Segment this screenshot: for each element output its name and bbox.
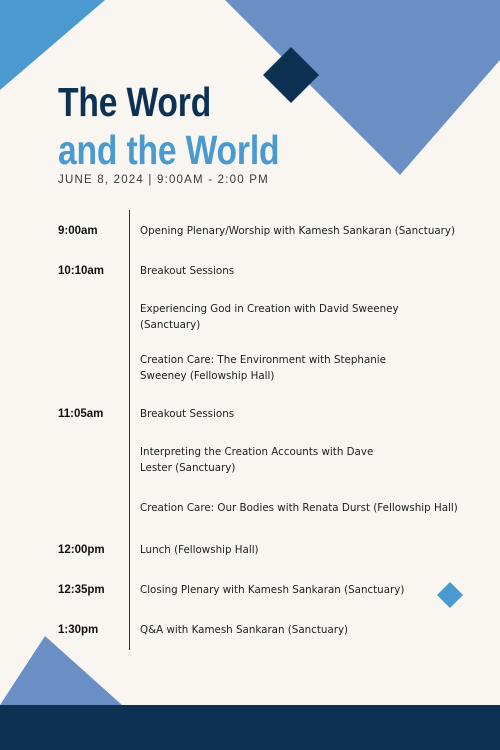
schedule-event: Experiencing God in Creation with David Sweeney (Sanctuary) <box>140 303 399 331</box>
schedule-event: Q&A with Kamesh Sankaran (Sanctuary) <box>140 624 349 636</box>
time-label: 9:00am <box>58 225 98 237</box>
schedule-event: Creation Care: Our Bodies with Renata Durst (Fellowship Hall) <box>140 502 458 514</box>
time-label: 12:35pm <box>58 584 105 596</box>
schedule-event: Closing Plenary with Kamesh Sankaran (Sanctuary) <box>140 584 405 596</box>
schedule-event: Opening Plenary/Worship with Kamesh Sankaran (Sanctuary) <box>140 225 456 237</box>
title-line-1: The Word <box>58 79 212 125</box>
event-date: JUNE 8, 2024 | 9:00AM - 2:00 PM <box>58 174 269 186</box>
timeline-divider <box>129 210 130 650</box>
time-label: 10:10am <box>58 265 105 277</box>
page-title <box>58 78 279 174</box>
schedule-event: Breakout Sessions <box>140 265 235 277</box>
footer-band <box>0 705 500 750</box>
bottom-left-triangle <box>0 632 125 707</box>
time-label: 12:00pm <box>58 544 105 556</box>
schedule-event: Breakout Sessions <box>140 408 235 420</box>
schedule-event: Interpreting the Creation Accounts with Dave Lester (Sanctuary) <box>140 446 374 474</box>
schedule-event: Creation Care: The Environment with Stephanie Sweeney (Fellowship Hall) <box>140 354 386 382</box>
time-label: 11:05am <box>58 408 104 420</box>
title-line-2: and the World <box>58 127 280 173</box>
time-label: 1:30pm <box>58 624 99 636</box>
schedule-event: Lunch (Fellowship Hall) <box>140 544 259 556</box>
